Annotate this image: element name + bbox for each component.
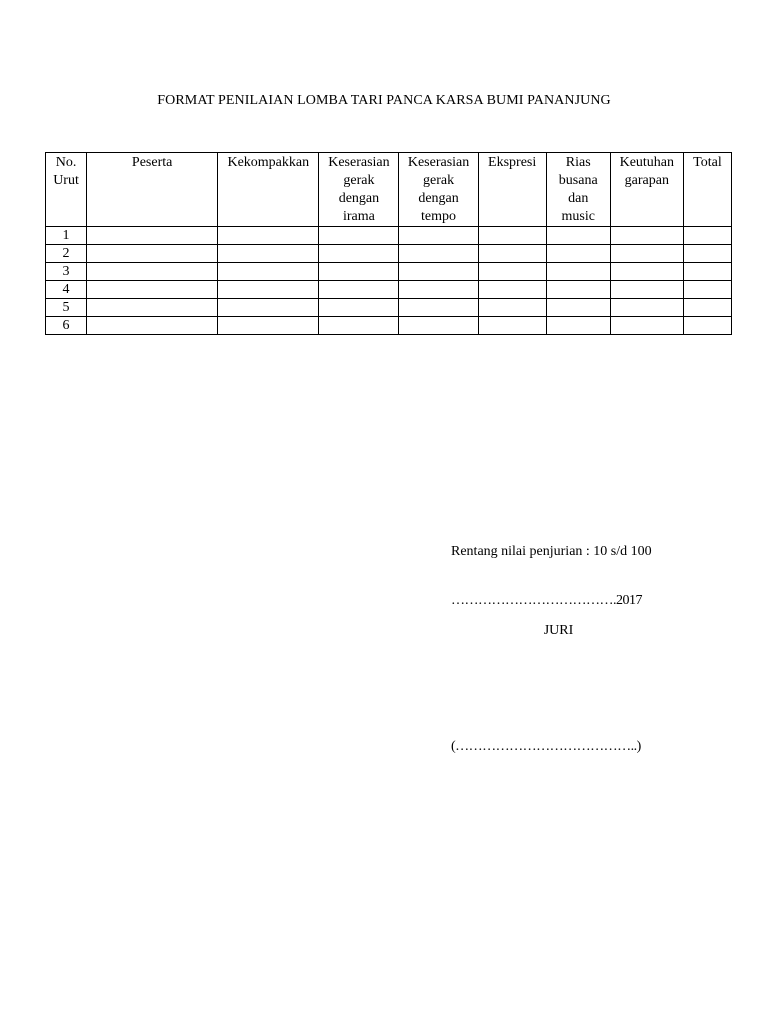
header-text-line: busana — [558, 173, 598, 188]
score-cell[interactable] — [218, 245, 319, 263]
score-cell[interactable] — [319, 263, 399, 281]
header-text-line: Keserasian — [328, 155, 390, 170]
row-number-cell: 2 — [46, 245, 87, 263]
score-cell[interactable] — [683, 299, 731, 317]
score-cell[interactable] — [319, 299, 399, 317]
header-total — [683, 153, 731, 227]
header-text-line: irama — [342, 209, 375, 224]
header-text-line: music — [561, 209, 595, 224]
score-cell[interactable] — [610, 245, 683, 263]
score-cell[interactable] — [87, 263, 218, 281]
score-cell[interactable] — [319, 281, 399, 299]
table-row — [46, 227, 732, 245]
score-cell[interactable] — [319, 245, 399, 263]
header-text-line: Kekompakkan — [227, 155, 310, 170]
score-cell[interactable] — [478, 317, 546, 335]
score-cell[interactable] — [683, 281, 731, 299]
row-number-cell: 5 — [46, 299, 87, 317]
date-line: ……………………………….2017 — [451, 593, 642, 608]
row-number-cell: 4 — [46, 281, 87, 299]
header-text-line: Rias — [565, 155, 591, 170]
header-text-line: Peserta — [131, 155, 173, 170]
header-text-line: Ekspresi — [488, 155, 537, 170]
table-row — [46, 263, 732, 281]
row-number-cell: 3 — [46, 263, 87, 281]
score-cell[interactable] — [218, 281, 319, 299]
scoring-table — [45, 152, 732, 335]
score-cell[interactable] — [399, 281, 478, 299]
score-cell[interactable] — [399, 245, 478, 263]
header-kekompakkan — [218, 153, 319, 227]
score-cell[interactable] — [610, 227, 683, 245]
score-cell[interactable] — [610, 281, 683, 299]
score-range-note: Rentang nilai penjurian : 10 s/d 100 — [451, 544, 652, 559]
header-text-line: garapan — [624, 173, 669, 188]
score-cell[interactable] — [683, 245, 731, 263]
score-cell[interactable] — [683, 317, 731, 335]
score-cell[interactable] — [399, 227, 478, 245]
score-cell[interactable] — [87, 299, 218, 317]
score-cell[interactable] — [478, 299, 546, 317]
header-ekspresi — [478, 153, 546, 227]
header-text-line: tempo — [421, 209, 457, 224]
header-text-line: Keutuhan — [619, 155, 675, 170]
juri-label: JURI — [543, 623, 574, 638]
score-cell[interactable] — [399, 263, 478, 281]
table-row — [46, 299, 732, 317]
score-cell[interactable] — [610, 263, 683, 281]
score-cell[interactable] — [546, 245, 610, 263]
table-body — [46, 227, 732, 335]
score-cell[interactable] — [546, 281, 610, 299]
header-text-line: dengan — [418, 191, 459, 206]
table-header-row — [46, 153, 732, 227]
score-cell[interactable] — [87, 317, 218, 335]
header-keserasian-tempo — [399, 153, 478, 227]
score-cell[interactable] — [399, 299, 478, 317]
score-cell[interactable] — [546, 227, 610, 245]
score-cell[interactable] — [546, 263, 610, 281]
row-number-cell: 6 — [46, 317, 87, 335]
score-cell[interactable] — [546, 317, 610, 335]
score-cell[interactable] — [218, 227, 319, 245]
score-cell[interactable] — [319, 317, 399, 335]
table-row — [46, 317, 732, 335]
score-cell[interactable] — [218, 317, 319, 335]
score-cell[interactable] — [478, 245, 546, 263]
score-cell[interactable] — [478, 227, 546, 245]
header-keserasian-irama — [319, 153, 399, 227]
score-cell[interactable] — [87, 227, 218, 245]
header-no-urut — [46, 153, 87, 227]
header-keutuhan-garapan — [610, 153, 683, 227]
score-cell[interactable] — [610, 299, 683, 317]
score-cell[interactable] — [610, 317, 683, 335]
score-cell[interactable] — [87, 245, 218, 263]
header-text-line: No. — [55, 155, 77, 170]
page-title: FORMAT PENILAIAN LOMBA TARI PANCA KARSA BUMI PANANJUNG — [157, 93, 611, 108]
header-text-line: Urut — [53, 173, 79, 188]
header-text-line: gerak — [422, 173, 455, 188]
header-text-line: Total — [693, 155, 722, 170]
table-row — [46, 281, 732, 299]
score-cell[interactable] — [546, 299, 610, 317]
row-number-cell: 1 — [46, 227, 87, 245]
header-text-line: Keserasian — [407, 155, 470, 170]
score-cell[interactable] — [319, 227, 399, 245]
table-row — [46, 245, 732, 263]
header-text-line: gerak — [343, 173, 375, 188]
header-text-line: dengan — [338, 191, 380, 206]
score-cell[interactable] — [218, 299, 319, 317]
header-rias-busana — [546, 153, 610, 227]
score-cell[interactable] — [218, 263, 319, 281]
header-peserta — [87, 153, 218, 227]
score-cell[interactable] — [478, 263, 546, 281]
signature-line: (…………………………………..) — [451, 739, 641, 754]
score-cell[interactable] — [683, 227, 731, 245]
score-cell[interactable] — [399, 317, 478, 335]
score-cell[interactable] — [478, 281, 546, 299]
score-cell[interactable] — [683, 263, 731, 281]
header-text-line: dan — [568, 191, 589, 206]
score-cell[interactable] — [87, 281, 218, 299]
